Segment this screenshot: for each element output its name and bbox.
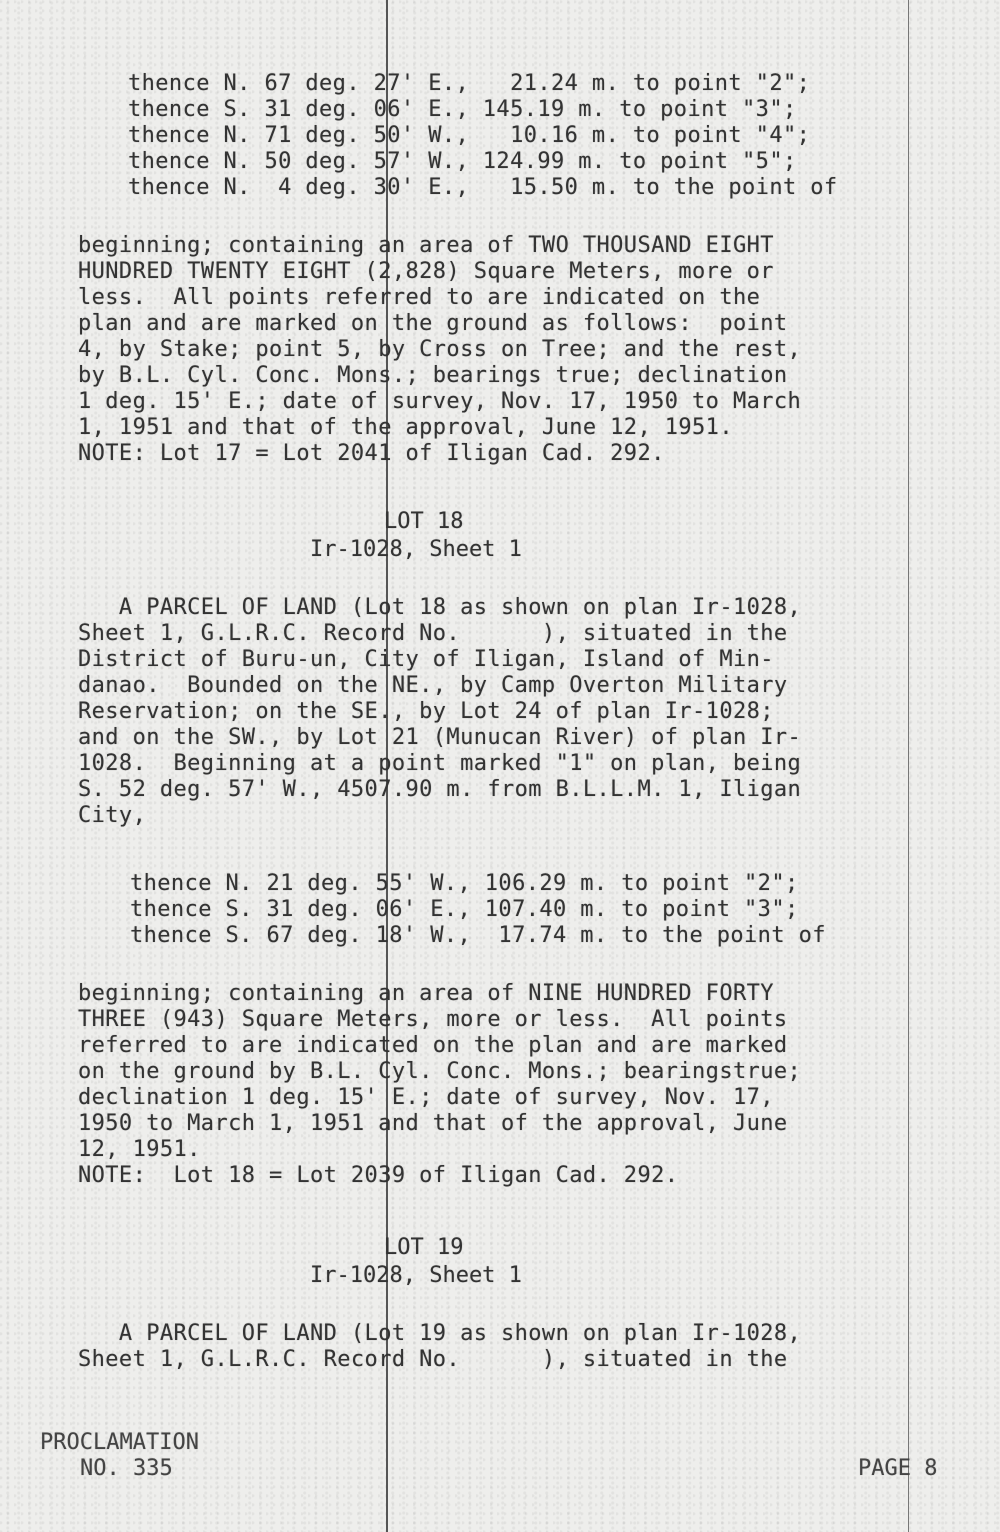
bearing-line: thence S. 31 deg. 06' E., 145.19 m. to point "3"; [128,97,797,122]
paragraph-line: plan and are marked on the ground as follows: point [78,311,788,336]
page-number: PAGE 8 [858,1456,938,1481]
paragraph-line: 12, 1951. [78,1137,201,1162]
proclamation-label: PROCLAMATION [40,1430,199,1455]
paragraph-line: on the ground by B.L. Cyl. Conc. Mons.; bearingstrue; [78,1059,802,1084]
paragraph-line: A PARCEL OF LAND (Lot 18 as shown on plan Ir-1028, [78,595,802,620]
bearing-line: thence S. 31 deg. 06' E., 107.40 m. to point "3"; [130,897,799,922]
paragraph-line: City, [78,803,147,828]
paragraph-line: beginning; containing an area of NINE HUNDRED FORTY [78,981,774,1006]
paragraph-line: danao. Bounded on the NE., by Camp Overton Military [78,673,788,698]
paragraph-line: THREE (943) Square Meters, more or less. All points [78,1007,788,1032]
paragraph-line: 1950 to March 1, 1951 and that of the approval, June [78,1111,788,1136]
bearing-line: thence N. 21 deg. 55' W., 106.29 m. to point "2"; [130,871,799,896]
paragraph-line: S. 52 deg. 57' W., 4507.90 m. from B.L.L.M. 1, Iligan [78,777,802,802]
fold-line [908,0,909,1532]
paragraph-line: less. All points referred to are indicated on the [78,285,761,310]
note-line: NOTE: Lot 18 = Lot 2039 of Iligan Cad. 292. [78,1163,679,1188]
paragraph-line: HUNDRED TWENTY EIGHT (2,828) Square Meters, more or [78,259,774,284]
paragraph-line: A PARCEL OF LAND (Lot 19 as shown on plan Ir-1028, [78,1321,802,1346]
paragraph-line: referred to are indicated on the plan and are marked [78,1033,788,1058]
bearing-line: thence N. 71 deg. 50' W., 10.16 m. to point "4"; [128,123,811,148]
paragraph-line: Reservation; on the SE., by Lot 24 of plan Ir-1028; [78,699,774,724]
bearing-line: thence N. 50 deg. 57' W., 124.99 m. to point "5"; [128,149,797,174]
paragraph-line: Sheet 1, G.L.R.C. Record No. ), situated in the [78,621,788,646]
bearing-line: thence S. 67 deg. 18' W., 17.74 m. to the point of [130,923,826,948]
bearing-line: thence N. 4 deg. 30' E., 15.50 m. to the point of [128,175,838,200]
paragraph-line: beginning; containing an area of TWO THOUSAND EIGHT [78,233,774,258]
paragraph-line: and on the SW., by Lot 21 (Munucan River) of plan Ir- [78,725,802,750]
paragraph-line: 1 deg. 15' E.; date of survey, Nov. 17, 1950 to March [78,389,802,414]
bearing-line: thence N. 67 deg. 27' E., 21.24 m. to point "2"; [128,71,811,96]
lot-sheet: Ir-1028, Sheet 1 [310,537,522,562]
paragraph-line: 4, by Stake; point 5, by Cross on Tree; and the rest, [78,337,802,362]
lot-title: LOT 19 [384,1235,464,1260]
paragraph-line: 1028. Beginning at a point marked "1" on plan, being [78,751,802,776]
paragraph-line: by B.L. Cyl. Conc. Mons.; bearings true; declination [78,363,788,388]
proclamation-number: NO. 335 [80,1456,173,1481]
paragraph-line: District of Buru-un, City of Iligan, Island of Min- [78,647,774,672]
paragraph-line: declination 1 deg. 15' E.; date of survey, Nov. 17, [78,1085,774,1110]
lot-sheet: Ir-1028, Sheet 1 [310,1263,522,1288]
paragraph-line: 1, 1951 and that of the approval, June 12, 1951. [78,415,733,440]
note-line: NOTE: Lot 17 = Lot 2041 of Iligan Cad. 292. [78,441,665,466]
lot-title: LOT 18 [384,509,464,534]
paragraph-line: Sheet 1, G.L.R.C. Record No. ), situated in the [78,1347,788,1372]
